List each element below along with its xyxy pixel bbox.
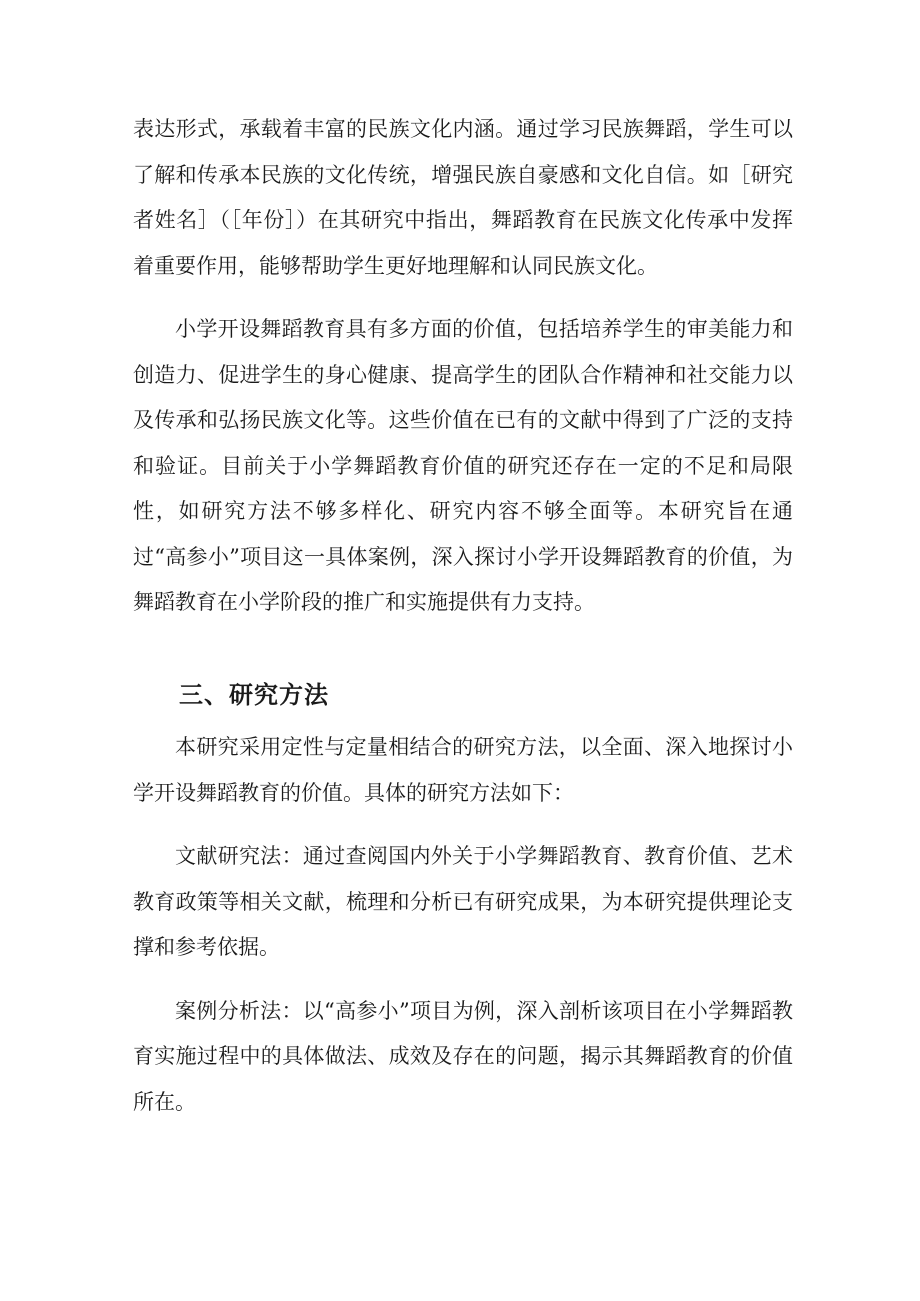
section-heading-research-methods: 三、研究方法	[179, 679, 329, 709]
paragraph-continuation: 表达形式，承载着丰富的民族文化内涵。通过学习民族舞蹈，学生可以了解和传承本民族的文化传统，增强民族自豪感和文化自信。如［研究者姓名］（［年份］）在其研究中指出，舞蹈教育在民族文化传承中发挥着重要作用，能够帮助学生更好地理解和认同民族文化。	[133, 117, 793, 278]
document-body	[133, 107, 793, 1125]
paragraph-value-summary: 小学开设舞蹈教育具有多方面的价值，包括培养学生的审美能力和创造力、促进学生的身心健康、提高学生的团队合作精神和社交能力以及传承和弘扬民族文化等。这些价值在已有的文献中得到了广泛的支持和验证。目前关于小学舞蹈教育价值的研究还存在一定的不足和局限性，如研究方法不够多样化、研究内容不够全面等。本研究旨在通过“高参小”项目这一具体案例，深入探讨小学开设舞蹈教育的价值，为舞蹈教育在小学阶段的推广和实施提供有力支持。	[133, 317, 793, 614]
paragraph-literature-method: 文献研究法：通过查阅国内外关于小学舞蹈教育、教育价值、艺术教育政策等相关文献，梳理和分析已有研究成果，为本研究提供理论支撑和参考依据。	[133, 844, 793, 959]
paragraph-case-method: 案例分析法：以“高参小”项目为例，深入剖析该项目在小学舞蹈教育实施过程中的具体做法、成效及存在的问题，揭示其舞蹈教育的价值所在。	[133, 998, 793, 1114]
paragraph-methods-intro: 本研究采用定性与定量相结合的研究方法，以全面、深入地探讨小学开设舞蹈教育的价值。具体的研究方法如下：	[133, 735, 793, 805]
